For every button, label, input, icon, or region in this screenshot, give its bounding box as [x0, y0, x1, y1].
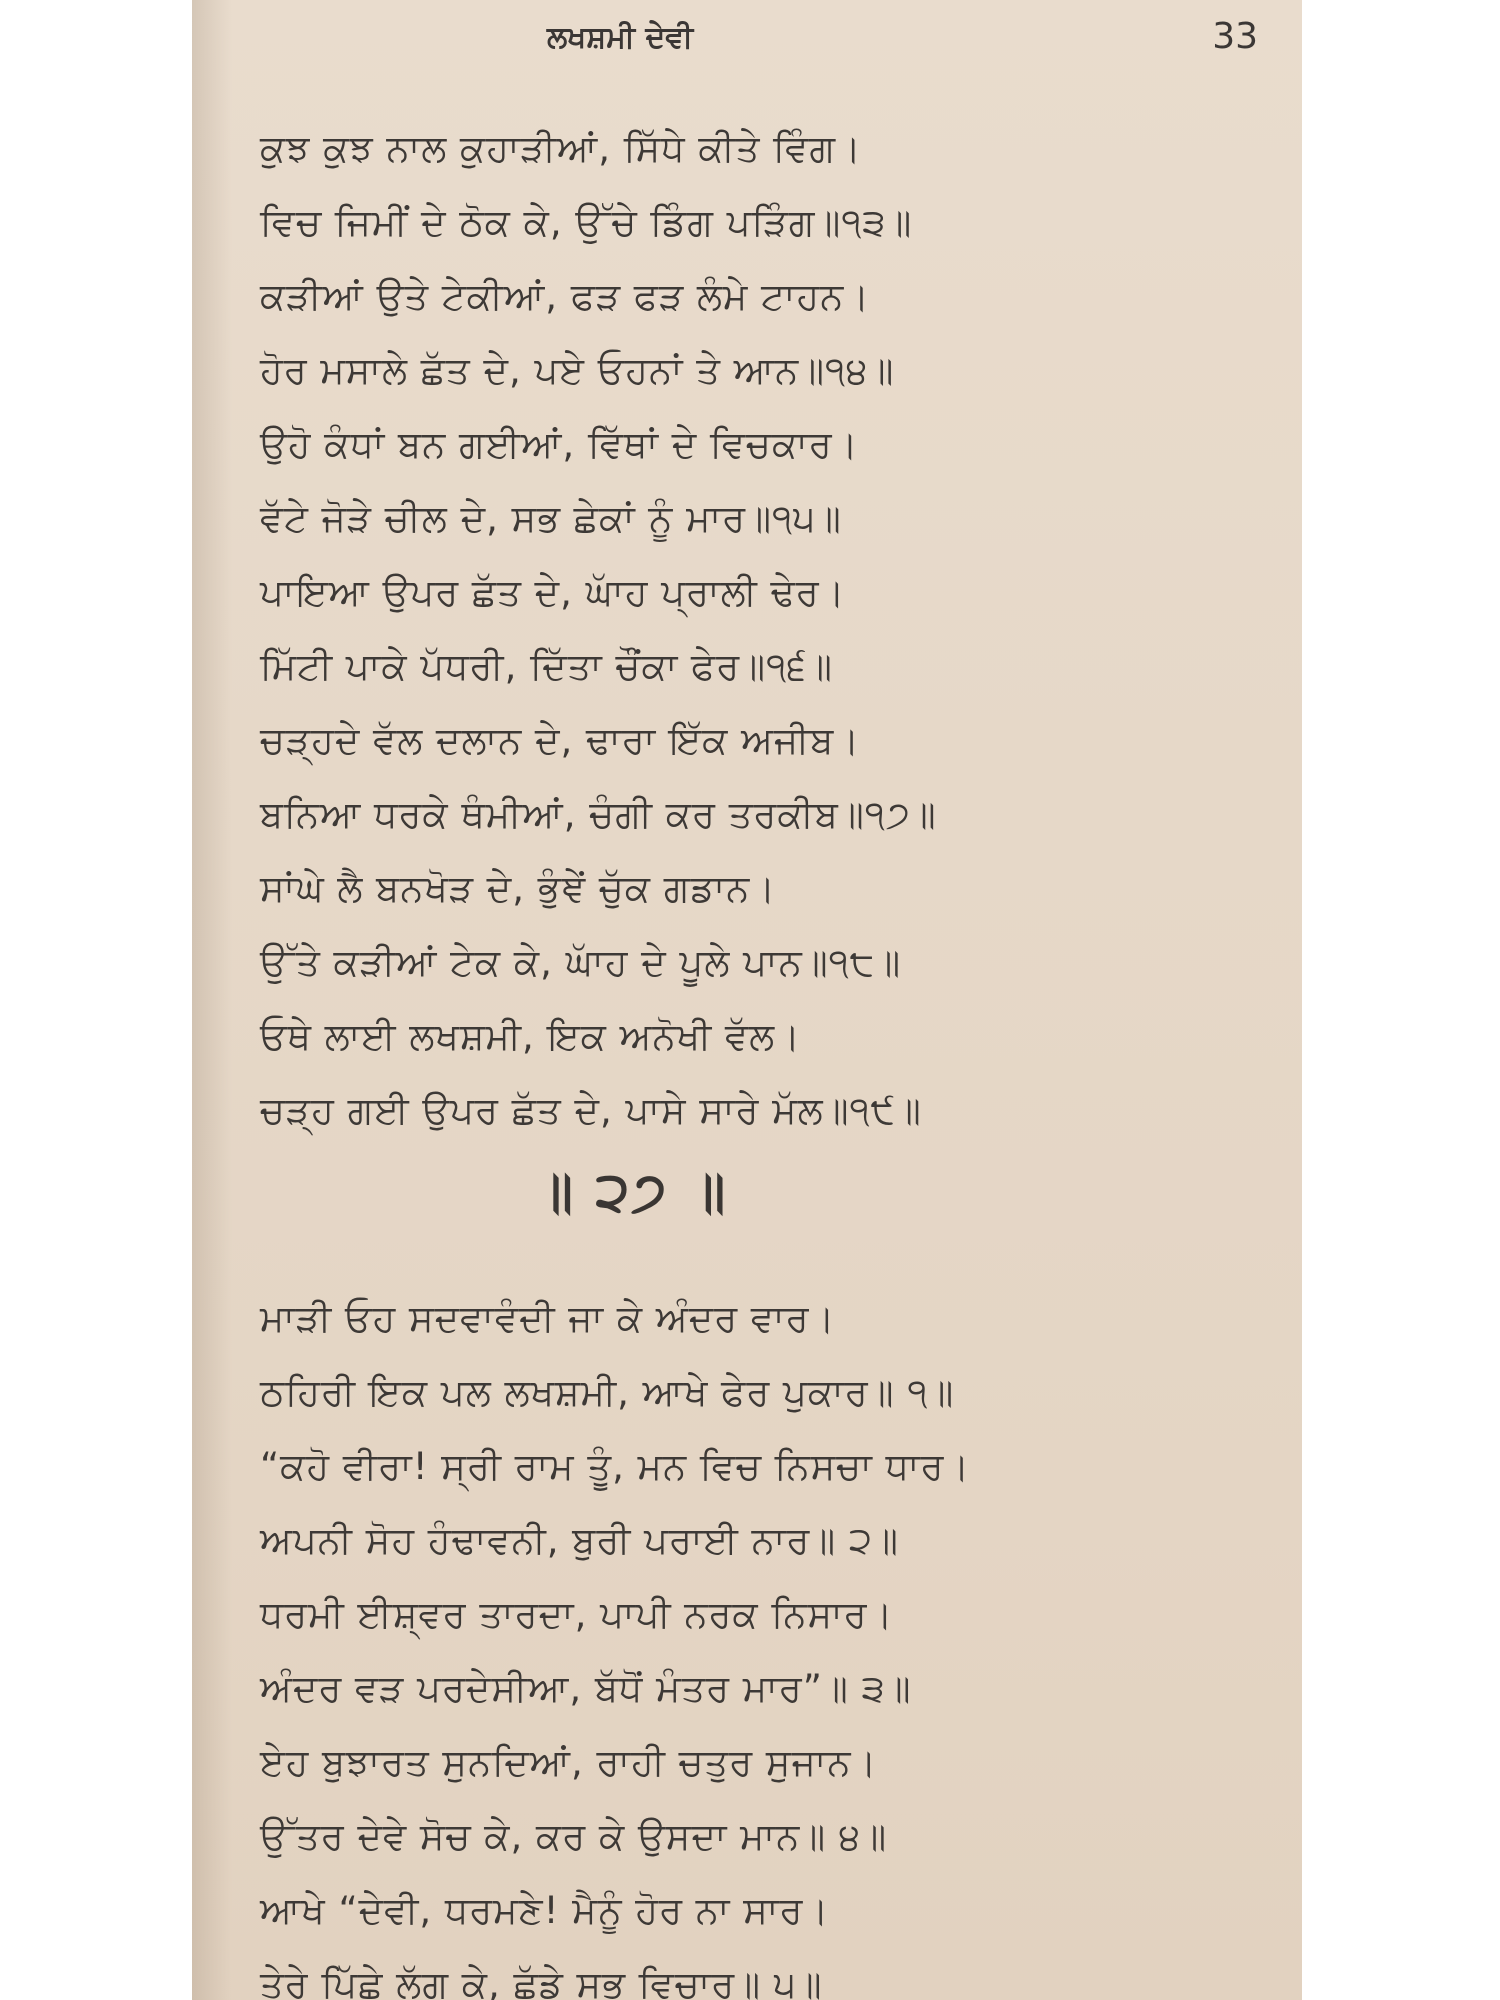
verse-line: ਉੱਤਰ ਦੇਵੇ ਸੋਚ ਕੇ, ਕਰ ਕੇ ਉਸਦਾ ਮਾਨ॥ ੪॥ — [260, 1815, 888, 1858]
verse-line: ਚੜ੍ਹ ਗਈ ਉਪਰ ਛੱਤ ਦੇ, ਪਾਸੇ ਸਾਰੇ ਮੱਲ॥੧੯॥ — [260, 1089, 922, 1132]
verse-line: ਵੱਟੇ ਜੋੜੇ ਚੀਲ ਦੇ, ਸਭ ਛੇਕਾਂ ਨੂੰ ਮਾਰ॥੧੫॥ — [260, 497, 842, 540]
verse-line: ਸਾਂਘੇ ਲੈ ਬਨਖੋੜ ਦੇ, ਭੁੰਞੇਂ ਚੁੱਕ ਗਡਾਨ। — [260, 867, 777, 910]
verse-line: ਠਹਿਰੀ ਇਕ ਪਲ ਲਖਸ਼ਮੀ, ਆਖੇ ਫੇਰ ਪੁਕਾਰ॥ ੧॥ — [260, 1371, 955, 1414]
verse-line: ਚੜ੍ਹਦੇ ਵੱਲ ਦਲਾਨ ਦੇ, ਢਾਰਾ ਇੱਕ ਅਜੀਬ। — [260, 719, 861, 762]
verse-line: ਏਹ ਬੁਝਾਰਤ ਸੁਨਦਿਆਂ, ਰਾਹੀ ਚਤੁਰ ਸੁਜਾਨ। — [260, 1741, 878, 1784]
verse-line: ਅੰਦਰ ਵੜ ਪਰਦੇਸੀਆ, ਬੱਧੋਂ ਮੰਤਰ ਮਾਰ”॥ ੩॥ — [260, 1667, 912, 1710]
page-number: 33 — [1212, 16, 1258, 57]
verse-line: ਹੋਰ ਮਸਾਲੇ ਛੱਤ ਦੇ, ਪਏ ਓਹਨਾਂ ਤੇ ਆਨ॥੧੪॥ — [260, 349, 895, 392]
verse-block-after — [260, 1282, 1250, 2000]
section-number-heading: ॥ ੨੭ ॥ — [536, 1160, 728, 1223]
verse-line: ਓਥੇ ਲਾਈ ਲਖਸ਼ਮੀ, ਇਕ ਅਨੋਖੀ ਵੱਲ। — [260, 1015, 802, 1058]
verse-line: ਧਰਮੀ ਈਸ਼੍ਵਰ ਤਾਰਦਾ, ਪਾਪੀ ਨਰਕ ਨਿਸਾਰ। — [260, 1593, 894, 1636]
verse-line: ਉਹੋ ਕੰਧਾਂ ਬਨ ਗਈਆਂ, ਵਿੱਥਾਂ ਦੇ ਵਿਚਕਾਰ। — [260, 423, 859, 466]
verse-line: ਉੱਤੇ ਕੜੀਆਂ ਟੇਕ ਕੇ, ਘਾੱਹ ਦੇ ਪੂਲੇ ਪਾਨ॥੧੮॥ — [260, 941, 902, 984]
verse-line: ਆਖੇ “ਦੇਵੀ, ਧਰਮਣੇ! ਮੈਨੂੰ ਹੋਰ ਨਾ ਸਾਰ। — [260, 1889, 830, 1932]
verse-line: ਵਿਚ ਜਿਮੀਂ ਦੇ ਠੋਕ ਕੇ, ਉੱਚੇ ਡਿੰਗ ਪੜਿੰਗ॥੧੩॥ — [260, 201, 913, 244]
verse-block-before — [260, 112, 1250, 1148]
verse-line: ਤੇਰੇ ਪਿੱਛੇ ਲੱਗ ਕੇ, ਛੱਡੇ ਸਭ ਵਿਚਾਰ॥ ੫॥ — [260, 1963, 823, 2000]
verse-line: “ਕਹੋ ਵੀਰਾ! ਸ੍ਰੀ ਰਾਮ ਤੂੰ, ਮਨ ਵਿਚ ਨਿਸਚਾ ਧਾਰ। — [260, 1445, 971, 1488]
verse-line: ਮਿੱਟੀ ਪਾਕੇ ਪੱਧਰੀ, ਦਿੱਤਾ ਚੌਂਕਾ ਫੇਰ॥੧੬॥ — [260, 645, 833, 688]
verse-line: ਕੁਝ ਕੁਝ ਨਾਲ ਕੁਹਾੜੀਆਂ, ਸਿੱਧੇ ਕੀਤੇ ਵਿੰਗ। — [260, 127, 862, 170]
running-head-title: ਲਖਸ਼ਮੀ ਦੇਵੀ — [547, 20, 694, 55]
book-page — [192, 0, 1302, 2000]
verse-line: ਮਾੜੀ ਓਹ ਸਦਵਾਵੰਦੀ ਜਾ ਕੇ ਅੰਦਰ ਵਾਰ। — [260, 1297, 836, 1340]
verse-line: ਬਨਿਆ ਧਰਕੇ ਥੰਮੀਆਂ, ਚੰਗੀ ਕਰ ਤਰਕੀਬ॥੧੭॥ — [260, 793, 937, 836]
verse-line: ਪਾਇਆ ਉਪਰ ਛੱਤ ਦੇ, ਘਾੱਹ ਪ੍ਰਾਲੀ ਢੇਰ। — [260, 571, 846, 614]
verse-line: ਕੜੀਆਂ ਉਤੇ ਟੇਕੀਆਂ, ਫੜ ਫੜ ਲੰਮੇ ਟਾਹਨ। — [260, 275, 871, 318]
verse-line: ਅਪਨੀ ਸੋਹ ਹੰਢਾਵਨੀ, ਬੁਰੀ ਪਰਾਈ ਨਾਰ॥ ੨॥ — [260, 1519, 899, 1562]
